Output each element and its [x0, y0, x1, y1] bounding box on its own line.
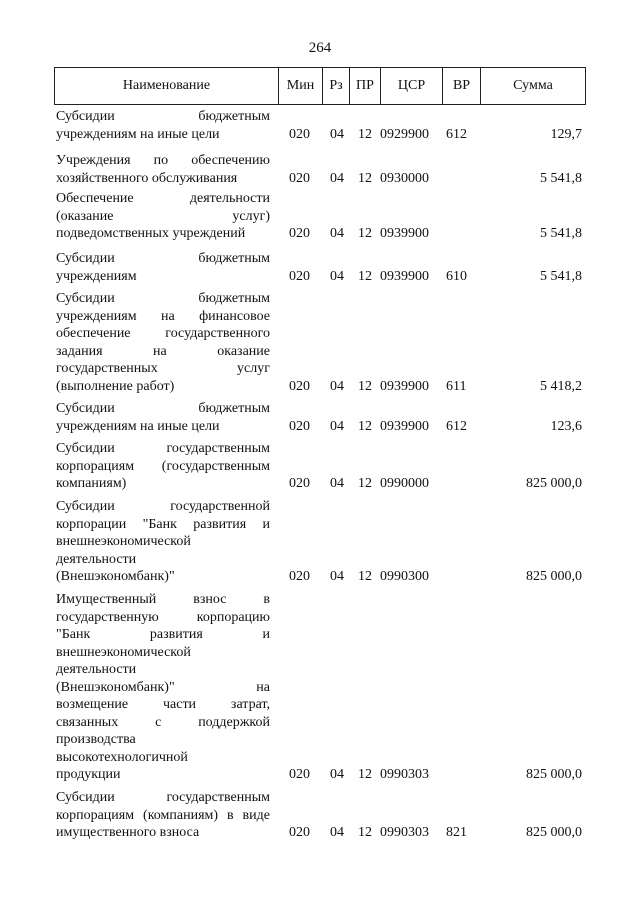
row-vr: 612 — [446, 126, 467, 142]
row-name — [56, 591, 270, 784]
row-name-line: корпорациям (компаниям) в виде — [56, 807, 270, 823]
table-row — [56, 591, 586, 784]
row-sum: 825 000,0 — [526, 767, 582, 782]
row-pr: 12 — [358, 268, 372, 284]
row-rz: 04 — [330, 170, 344, 186]
row-csr: 0929900 — [380, 126, 429, 142]
row-sum: 825 000,0 — [526, 476, 582, 491]
row-name-line: (Внешэкономбанк)" — [56, 569, 175, 584]
row-name-line: Обеспечение деятельности — [56, 191, 270, 206]
row-min: 020 — [289, 825, 310, 840]
row-name-line: задания на оказание — [56, 343, 270, 359]
row-name — [56, 440, 270, 493]
row-pr: 12 — [358, 418, 372, 434]
row-name-line: корпорациям (государственным — [56, 458, 270, 474]
row-csr: 0939900 — [380, 268, 429, 284]
table-row — [56, 789, 586, 842]
row-rz: 04 — [330, 226, 344, 241]
row-name-line: учреждениям — [56, 268, 137, 284]
col-vr-header: ВР — [443, 68, 481, 104]
row-pr: 12 — [358, 825, 372, 840]
col-min-header: Мин — [279, 68, 323, 104]
row-min: 020 — [289, 126, 310, 142]
col-sum-header: Сумма — [513, 78, 553, 93]
row-name — [56, 250, 270, 285]
row-name-line: связанных с поддержкой — [56, 714, 270, 730]
row-name-line: государственных услуг — [56, 361, 270, 376]
row-name-line: Учреждения по обеспечению — [56, 153, 270, 168]
row-sum: 129,7 — [550, 126, 582, 142]
row-rz: 04 — [330, 476, 344, 491]
row-vr: 821 — [446, 825, 467, 840]
row-name-line: государственную корпорацию — [56, 609, 270, 625]
row-name-line: Субсидии государственной — [56, 499, 270, 514]
row-name-line: учреждениям на иные цели — [56, 126, 220, 142]
row-pr: 12 — [358, 226, 372, 241]
row-name — [56, 108, 270, 143]
page-number: 264 — [308, 40, 332, 56]
row-pr: 12 — [358, 569, 372, 584]
row-min: 020 — [289, 170, 310, 186]
row-min: 020 — [289, 418, 310, 434]
row-name-line: компаниям) — [56, 476, 127, 491]
row-name — [56, 290, 270, 395]
row-name-line: обеспечение государственного — [56, 326, 270, 341]
table-row — [56, 290, 586, 395]
col-csr-header: ЦСР — [381, 68, 443, 104]
row-rz: 04 — [330, 569, 344, 584]
col-rz-header: Рз — [323, 68, 350, 104]
row-name-line: подведомственных учреждений — [56, 226, 246, 241]
row-name — [56, 498, 270, 586]
row-pr: 12 — [358, 476, 372, 491]
row-name-line: (Внешэкономбанк)" на — [56, 679, 270, 695]
row-name-line: возмещение части затрат, — [56, 697, 270, 712]
table-row — [56, 108, 586, 143]
table-row — [56, 498, 586, 586]
row-rz: 04 — [330, 418, 344, 434]
row-pr: 12 — [358, 378, 372, 394]
row-name-line: хозяйственного обслуживания — [56, 170, 238, 186]
row-rz: 04 — [330, 825, 344, 840]
row-csr: 0990303 — [380, 825, 429, 840]
table-row — [56, 400, 586, 435]
row-name-line: корпорации "Банк развития и — [56, 516, 270, 532]
col-name-header: Наименование — [55, 68, 279, 104]
row-min: 020 — [289, 268, 310, 284]
row-name-line: Субсидии бюджетным — [56, 291, 270, 306]
row-name-line: (выполнение работ) — [56, 378, 175, 394]
row-vr: 610 — [446, 268, 467, 284]
row-name-line: деятельности — [56, 662, 137, 677]
row-min: 020 — [289, 378, 310, 394]
row-name-line: Субсидии государственным — [56, 790, 270, 805]
row-name-line: Имущественный взнос в — [56, 592, 270, 607]
row-name-line: внешнеэкономической — [56, 534, 191, 549]
row-vr: 611 — [446, 378, 467, 394]
row-rz: 04 — [330, 126, 344, 142]
col-pr-header: ПР — [350, 68, 381, 104]
row-name-line: (оказание услуг) — [56, 208, 270, 224]
row-name-line: высокотехнологичной — [56, 749, 188, 765]
table-row — [56, 190, 586, 243]
row-csr: 0939900 — [380, 418, 429, 434]
row-csr: 0939900 — [380, 378, 429, 394]
table-row — [56, 152, 586, 187]
row-min: 020 — [289, 569, 310, 584]
row-min: 020 — [289, 767, 310, 782]
row-csr: 0990303 — [380, 767, 429, 782]
row-sum: 825 000,0 — [526, 569, 582, 584]
row-name-line: "Банк развития и — [56, 627, 270, 642]
row-csr: 0939900 — [380, 226, 429, 241]
table-row — [56, 440, 586, 493]
row-vr: 612 — [446, 418, 467, 434]
row-name-line: внешнеэкономической — [56, 644, 191, 660]
row-name — [56, 400, 270, 435]
row-sum: 825 000,0 — [526, 825, 582, 840]
row-name-line: учреждениям на финансовое — [56, 308, 270, 324]
row-sum: 5 541,8 — [540, 170, 582, 186]
row-pr: 12 — [358, 767, 372, 782]
row-name-line: деятельности — [56, 551, 137, 567]
row-name-line: производства — [56, 732, 136, 747]
row-min: 020 — [289, 476, 310, 491]
row-sum: 5 541,8 — [540, 268, 582, 284]
row-name — [56, 789, 270, 842]
row-csr: 0990300 — [380, 569, 429, 584]
table-row — [56, 250, 586, 285]
row-name-line: Субсидии бюджетным — [56, 251, 270, 266]
row-name-line: учреждениям на иные цели — [56, 418, 220, 434]
row-name — [56, 152, 270, 187]
row-name-line: Субсидии бюджетным — [56, 401, 270, 416]
row-rz: 04 — [330, 767, 344, 782]
row-name-line: Субсидии государственным — [56, 441, 270, 456]
row-pr: 12 — [358, 126, 372, 142]
row-name-line: продукции — [56, 767, 121, 782]
row-sum: 5 418,2 — [540, 378, 582, 394]
row-csr: 0990000 — [380, 476, 429, 491]
table-header — [54, 67, 586, 105]
row-name-line: Субсидии бюджетным — [56, 109, 270, 124]
row-rz: 04 — [330, 268, 344, 284]
row-sum: 123,6 — [550, 418, 582, 434]
row-sum: 5 541,8 — [540, 226, 582, 241]
row-name — [56, 190, 270, 243]
row-name-line: имущественного взноса — [56, 825, 200, 840]
row-rz: 04 — [330, 378, 344, 394]
row-min: 020 — [289, 226, 310, 241]
row-pr: 12 — [358, 170, 372, 186]
row-csr: 0930000 — [380, 170, 429, 186]
